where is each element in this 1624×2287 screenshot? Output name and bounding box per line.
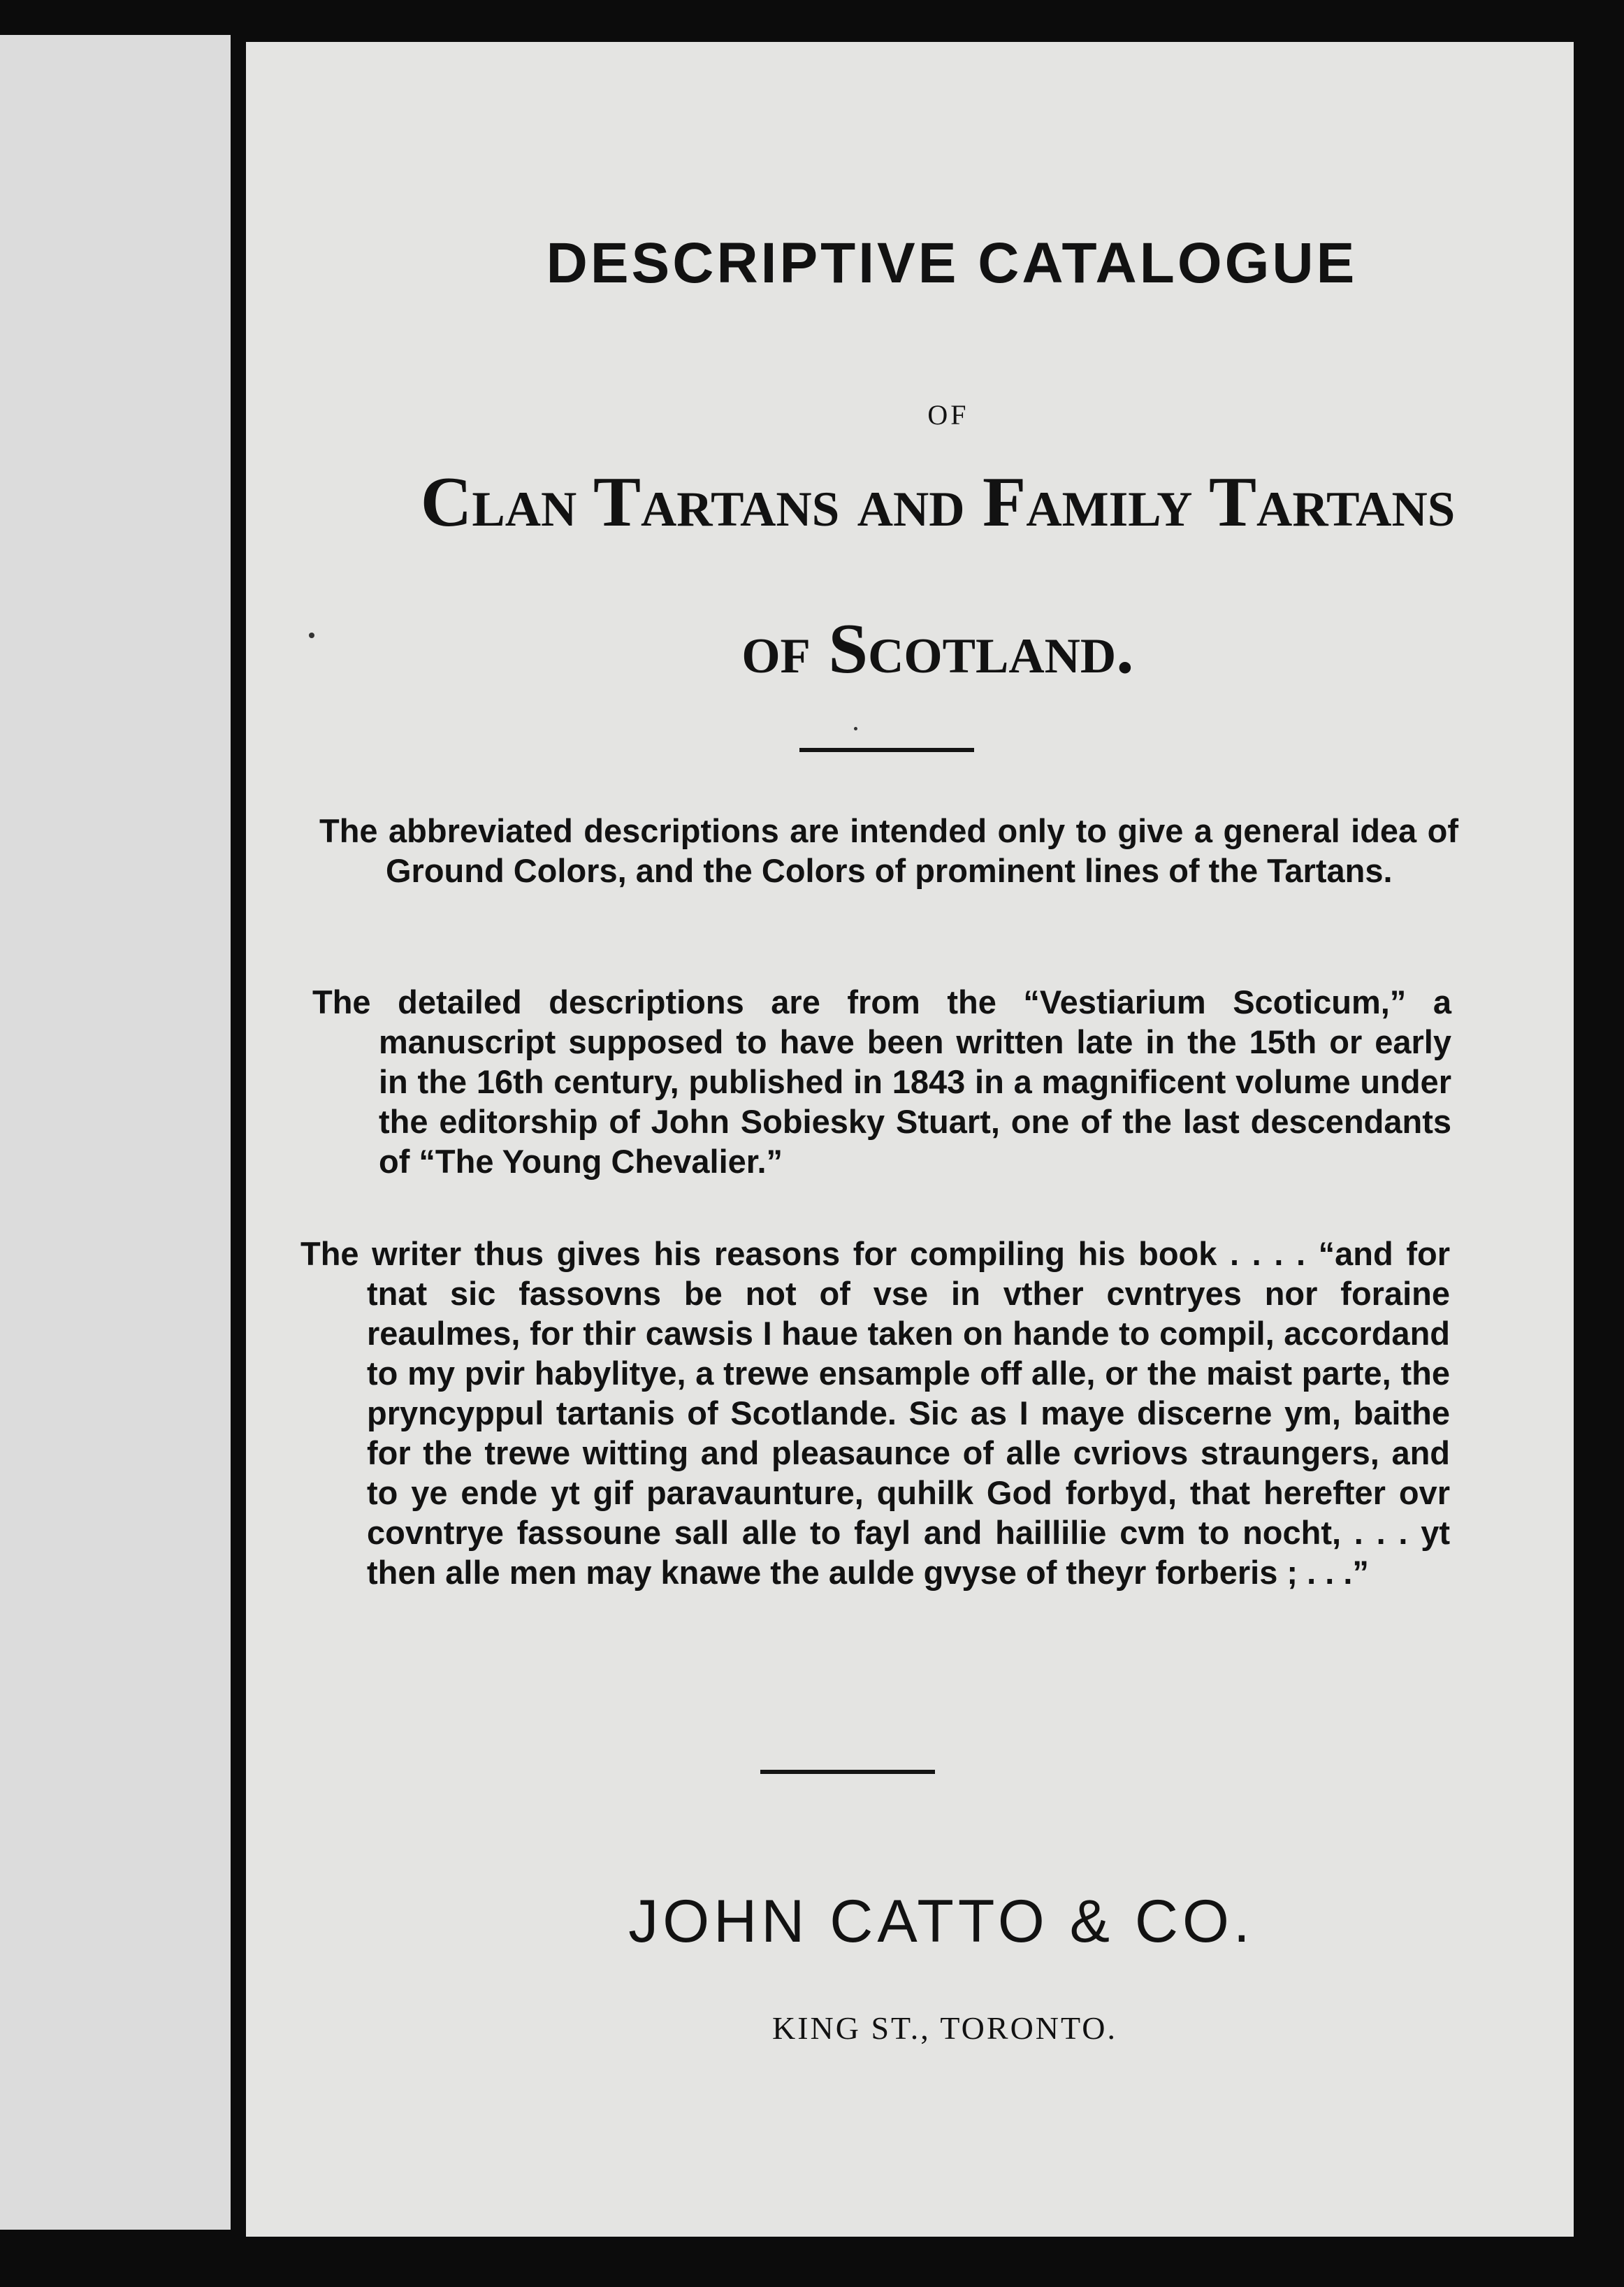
source-paragraph: The detailed descriptions are from the “Vestiarium Scoticum,” a manuscript supposed to have been written late in the 15th or early in the 16th century, published in 1843 in a magnificent volume under the editorship of John Sobiesky Stuart, one of the last descendants of “The Young Chevalier.”: [312, 983, 1451, 1180]
catalogue-title: DESCRIPTIVE CATALOGUE: [546, 231, 1358, 295]
divider-rule: [799, 748, 974, 752]
publisher-name: JOHN CATTO & CO.: [628, 1888, 1254, 1955]
title-connector: OF: [927, 399, 969, 431]
gutter-rule: [231, 42, 246, 2216]
scotland-title: of Scotland.: [741, 609, 1134, 688]
facing-page-edge: [0, 35, 231, 2230]
title-page: [246, 42, 1574, 2237]
publisher-address: KING ST., TORONTO.: [771, 2010, 1117, 2046]
intro-paragraph: The abbreviated descriptions are intended only to give a general idea of Ground Colors, and the Colors of prominent lines of the Tartans.: [319, 812, 1458, 889]
clan-tartans-title: Clan Tartans and Family Tartans: [420, 463, 1456, 542]
quotation-paragraph: The writer thus gives his reasons for compiling his book . . . . “and for tnat sic fassovns be not of vse in vther cvntryes nor foraine reaulmes, for thir cawsis I haue taken on hande to compil, accordand to my pvir habylitye, a trewe ensample off alle, or the maist parte, the pryncyppul tartanis of Scotlande. Sic as I maye discerne ym, baithe for the trewe witting and pleasaunce of alle cvriovs straungers, and to ye ende yt gif paravaunture, quhilk God forbyd, that herefter ovr covntrye fassoune sall alle to fayl and haillilie cvm to nocht, . . . yt then alle men may knawe the aulde gvyse of theyr forberis ; . . .”: [300, 1235, 1450, 1591]
divider-rule: [760, 1770, 935, 1774]
print-speck: [854, 727, 857, 730]
